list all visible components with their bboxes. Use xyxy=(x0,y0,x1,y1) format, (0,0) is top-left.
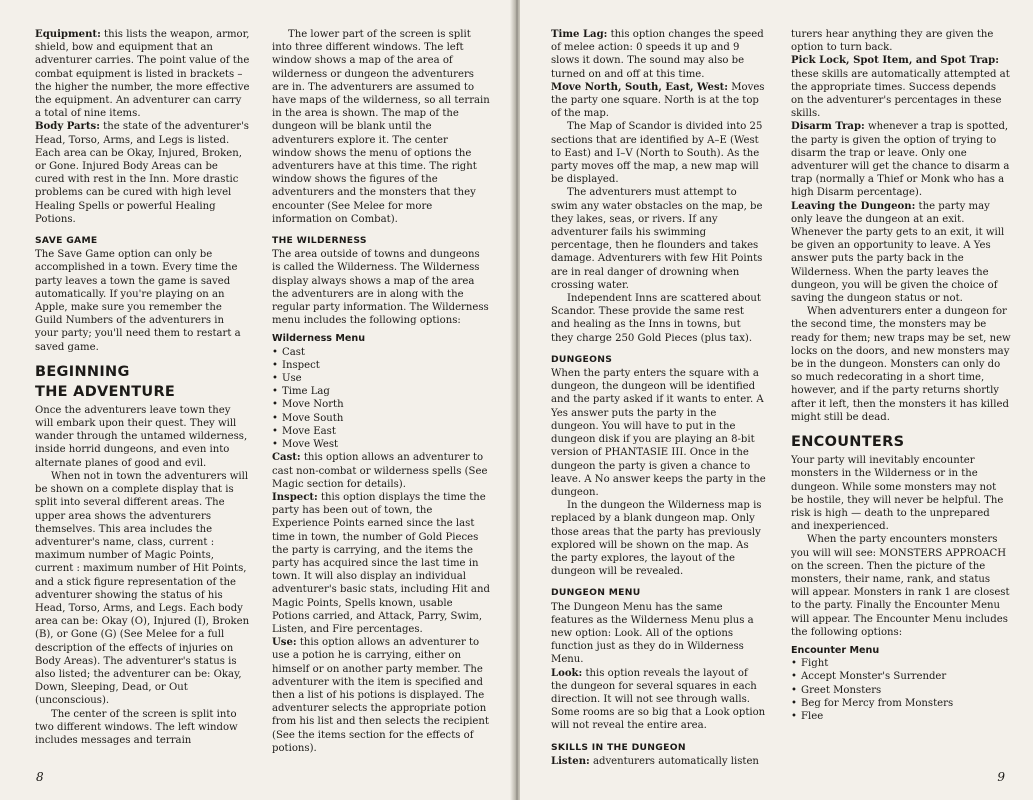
paragraph xyxy=(551,186,766,292)
right-page xyxy=(520,0,1033,800)
left-page xyxy=(0,0,514,800)
paragraph xyxy=(791,454,1011,533)
paragraph-text: When not in town the adventurers will be shown on a complete display that is split into several different areas. The upper area shows the adventurers themselves. This area includes the adventurer's name, class, current : maximum number of Magic Points, current : maximum number of Hit Points, and a stick figure representation of the adventurer showing the status of his Head, Torso, Arms, and Legs. Each body area can be: Okay (O), Injured (I), Broken (B), or Gone (G) (See Melee for a full description of the effects of injuries on Body Areas). The adventurer's status is also listed; the adventurer can be: Okay, Down, Sleeping, Dead, or Out (unconscious). xyxy=(35,470,250,707)
left-page-column-1 xyxy=(35,28,250,748)
list-item: • Use xyxy=(272,372,490,385)
paragraph xyxy=(791,54,1011,120)
section-heading: THE WILDERNESS xyxy=(272,235,367,247)
paragraph-text: In the dungeon the Wilderness map is replaced by a blank dungeon map. Only those areas that the party has previously explored will be shown on the map. As the party explores, the layout of the dungeon will be revealed. xyxy=(551,500,762,578)
paragraph xyxy=(551,81,766,121)
paragraph-text: Once the adventurers leave town they will embark upon their quest. They will wander through the untamed wilderness, inside horrid dungeons, and even into alternate planes of good and evil. xyxy=(35,404,248,469)
paragraph-text: this option reveals the layout of the dungeon for several squares in each direction. It will not see through walls. Some rooms are so big that a Look option will not reveal the entire area. xyxy=(551,667,766,732)
paragraph-label: Time Lag: xyxy=(551,29,608,40)
list-item: • Fight xyxy=(791,657,1011,670)
paragraph xyxy=(272,451,490,491)
paragraph-text: The Save Game option can only be accomplished in a town. Every time the party leaves a town the game is saved automatically. If you're playing on an Apple, make sure you remember the Guild Numbers of the adventurers in your party; you'll need them to restart a saved game. xyxy=(35,249,241,353)
paragraph-label: Inspect: xyxy=(272,491,318,503)
list-item: • Beg for Mercy from Monsters xyxy=(791,697,1011,710)
paragraph xyxy=(35,404,250,470)
paragraph-text: Moves the party one square. North is at the top of the map. xyxy=(551,81,765,120)
paragraph-text: When adventurers enter a dungeon for the second time, the monsters may be ready for them; new traps may be set, new locks on the doors, and new monsters may be in the dungeon. Monsters can only do so much redecorating in a short time, however, and if the party returns shortly after it left, then the monsters it has killed might still be dead. xyxy=(791,306,1011,423)
list-item: • Accept Monster's Surrender xyxy=(791,670,1011,683)
paragraph xyxy=(551,499,766,578)
right-page-column-2 xyxy=(791,28,1011,748)
paragraph-label: Pick Lock, Spot Item, and Spot Trap: xyxy=(791,55,999,67)
page-number-right: 9 xyxy=(997,770,1005,784)
paragraph xyxy=(551,755,766,768)
menu-title: Wilderness Menu xyxy=(272,333,366,345)
list-item: • Move West xyxy=(272,438,490,451)
chapter-heading: ENCOUNTERS xyxy=(791,434,905,451)
chapter-heading: BEGINNING xyxy=(35,363,130,380)
paragraph-text: When the party enters the square with a dungeon, the dungeon will be identified and the party asked if it wants to enter. A Yes answer puts the party in the dungeon. You will have to put in the dungeon disk if you are playing an 8-bit version of PHANTASIE III. Once in the dungeon the party is given a chance to leave. A No answer keeps the party in the dungeon. xyxy=(551,368,766,498)
paragraph-text: When the party encounters monsters you will will see: MONSTERS APPROACH on the screen. Then the picture of the monsters, their name, rank, and status will appear. Monsters in rank 1 are closest to the party. Finally the Encounter Menu will appear. The Encounter Menu includes the following options: xyxy=(791,534,1010,638)
paragraph-text: this option changes the speed of melee action: 0 speeds it up and 9 slows it down. The sound may also be turned on and off at this time. xyxy=(551,29,764,80)
paragraph xyxy=(35,470,250,708)
section-heading: SAVE GAME xyxy=(35,235,98,247)
list-item: • Move South xyxy=(272,412,490,425)
paragraph-label: Body Parts: xyxy=(35,121,100,133)
list-item: • Time Lag xyxy=(272,385,490,398)
list-item: • Inspect xyxy=(272,359,490,372)
paragraph xyxy=(272,248,490,327)
paragraph xyxy=(35,120,250,226)
paragraph-label: Leaving the Dungeon: xyxy=(791,200,916,212)
paragraph-text: The center of the screen is split into two different windows. The left window includes messages and terrain xyxy=(35,708,238,746)
paragraph-text: The Dungeon Menu has the same features as the Wilderness Menu plus a new option: Look. All of the options function just as they do in Wilderness Menu. xyxy=(551,601,754,666)
paragraph-text: The adventurers must attempt to swim any water obstacles on the map, be they lakes, seas, or rivers. If any adventurer fails his swimming percentage, then he flounders and takes damage. Adventurers with few Hit Points are in real danger of drowning when crossing water. xyxy=(551,187,763,291)
paragraph-text: this option allows an adventurer to use a potion he is carrying, either on himself or on another party member. The adventurer with the item is specified and then a list of his potions is displayed. The adventurer selects the appropriate potion from his list and then selects the recipient (See the items section for the effects of potions). xyxy=(272,637,489,754)
paragraph-text: this lists the weapon, armor, shield, bow and equipment that an adventurer carries. The point value of the combat equipment is listed in brackets – the higher the number, the more effective the equipment. An adventurer can carry a total of nine items. xyxy=(35,29,250,120)
paragraph xyxy=(791,28,1011,54)
section-heading: SKILLS IN THE DUNGEON xyxy=(551,741,686,753)
paragraph-label: Equipment: xyxy=(35,29,101,40)
paragraph-text: whenever a trap is spotted, the party is given the option of trying to disarm the trap or leave. Only one adventurer will get the chance to disarm a trap (normally a Thief or Monk who has a high Disarm percentage). xyxy=(791,121,1010,199)
paragraph xyxy=(551,367,766,499)
section-heading: DUNGEONS xyxy=(551,353,613,365)
paragraph-text: this option displays the time the party has been out of town, the Experience Points earned since the last time in town, the number of Gold Pieces the party is carrying, and the items the party has acquired since the last time in town. It will also display an individual adventurer's basic stats, including Hit and Magic Points, Spells known, usable Potions carried, and Attack, Parry, Swim, Listen, and Fire percentages. xyxy=(272,491,490,635)
paragraph-text: adventurers automatically listen xyxy=(592,755,759,767)
paragraph-text: The area outside of towns and dungeons is called the Wilderness. The Wilderness display always shows a map of the area the adventurers are in along with the regular party information. The Wilderness menu includes the following options: xyxy=(272,249,489,327)
paragraph-text: the party may only leave the dungeon at an exit. Whenever the party gets to an exit, it will be given an opportunity to leave. A Yes answer puts the party back in the Wilderness. When the party leaves the dungeon, you will be given the choice of saving the dungeon status or not. xyxy=(791,200,1005,305)
paragraph-label: Cast: xyxy=(272,452,301,464)
paragraph-label: Use: xyxy=(272,637,297,649)
list-item: • Flee xyxy=(791,710,1011,723)
paragraph-text: The Map of Scandor is divided into 25 sections that are identified by A–E (West to East) and I–V (North to South). As the party moves off the map, a new map will be displayed. xyxy=(551,121,763,186)
paragraph-text: Your party will inevitably encounter monsters in the Wilderness or in the dungeon. While some monsters may not be hostile, they will never be helpful. The risk is high — death to the unprepared and inexperienced. xyxy=(791,455,1004,533)
paragraph-label: Listen: xyxy=(551,755,590,767)
section-heading: DUNGEON MENU xyxy=(551,587,641,599)
paragraph-text: this option allows an adventurer to cast non-combat or wilderness spells (See Magic section for details). xyxy=(272,452,488,490)
bullet-list xyxy=(272,346,490,452)
menu-title: Encounter Menu xyxy=(791,644,880,656)
paragraph-text: these skills are automatically attempted at the appropriate times. Success depends on the adventurer's percentages in these skills. xyxy=(791,68,1010,120)
paragraph xyxy=(35,708,250,748)
paragraph xyxy=(551,601,766,667)
paragraph-label: Disarm Trap: xyxy=(791,121,865,133)
paragraph xyxy=(272,28,490,226)
paragraph xyxy=(551,667,766,733)
paragraph xyxy=(791,305,1011,424)
list-item: • Move North xyxy=(272,398,490,411)
paragraph xyxy=(791,533,1011,639)
paragraph xyxy=(35,248,250,354)
paragraph-label: Move North, South, East, West: xyxy=(551,81,729,93)
paragraph xyxy=(791,120,1011,199)
paragraph-text: Independent Inns are scattered about Scandor. These provide the same rest and healing as the Inns in towns, but they charge 250 Gold Pieces (plus tax). xyxy=(551,293,761,344)
list-item: • Move East xyxy=(272,425,490,438)
paragraph xyxy=(791,200,1011,306)
paragraph xyxy=(272,636,490,755)
bullet-list xyxy=(791,657,1011,723)
paragraph-text: turers hear anything they are given the option to turn back. xyxy=(791,29,994,54)
paragraph-text: The lower part of the screen is split into three different windows. The left window shows a map of the area of wilderness or dungeon the adventurers are in. The adventurers are assumed to have maps of the wilderness, so all terrain in the area is shown. The map of the dungeon will be blank until the adventurers explore it. The center window shows the menu of options the adventurers have at this time. The right window shows the figures of the adventurers and the monsters that they encounter (See Melee for more information on Combat). xyxy=(272,29,490,225)
paragraph xyxy=(35,28,250,120)
paragraph-text: the state of the adventurer's Head, Torso, Arms, and Legs is listed. Each area can be Okay, Injured, Broken, or Gone. Injured Body Areas can be cured with rest in the Inn. More drastic problems can be cured with high level Healing Spells or powerful Healing Potions. xyxy=(35,121,249,225)
page-number-left: 8 xyxy=(36,770,44,784)
paragraph-label: Look: xyxy=(551,667,583,679)
left-page-column-2 xyxy=(272,28,490,768)
list-item: • Greet Monsters xyxy=(791,684,1011,697)
paragraph xyxy=(551,28,766,81)
paragraph xyxy=(551,292,766,345)
right-page-column-1 xyxy=(551,28,766,768)
chapter-heading: THE ADVENTURE xyxy=(35,383,176,400)
paragraph xyxy=(272,491,490,636)
list-item: • Cast xyxy=(272,346,490,359)
paragraph xyxy=(551,120,766,186)
